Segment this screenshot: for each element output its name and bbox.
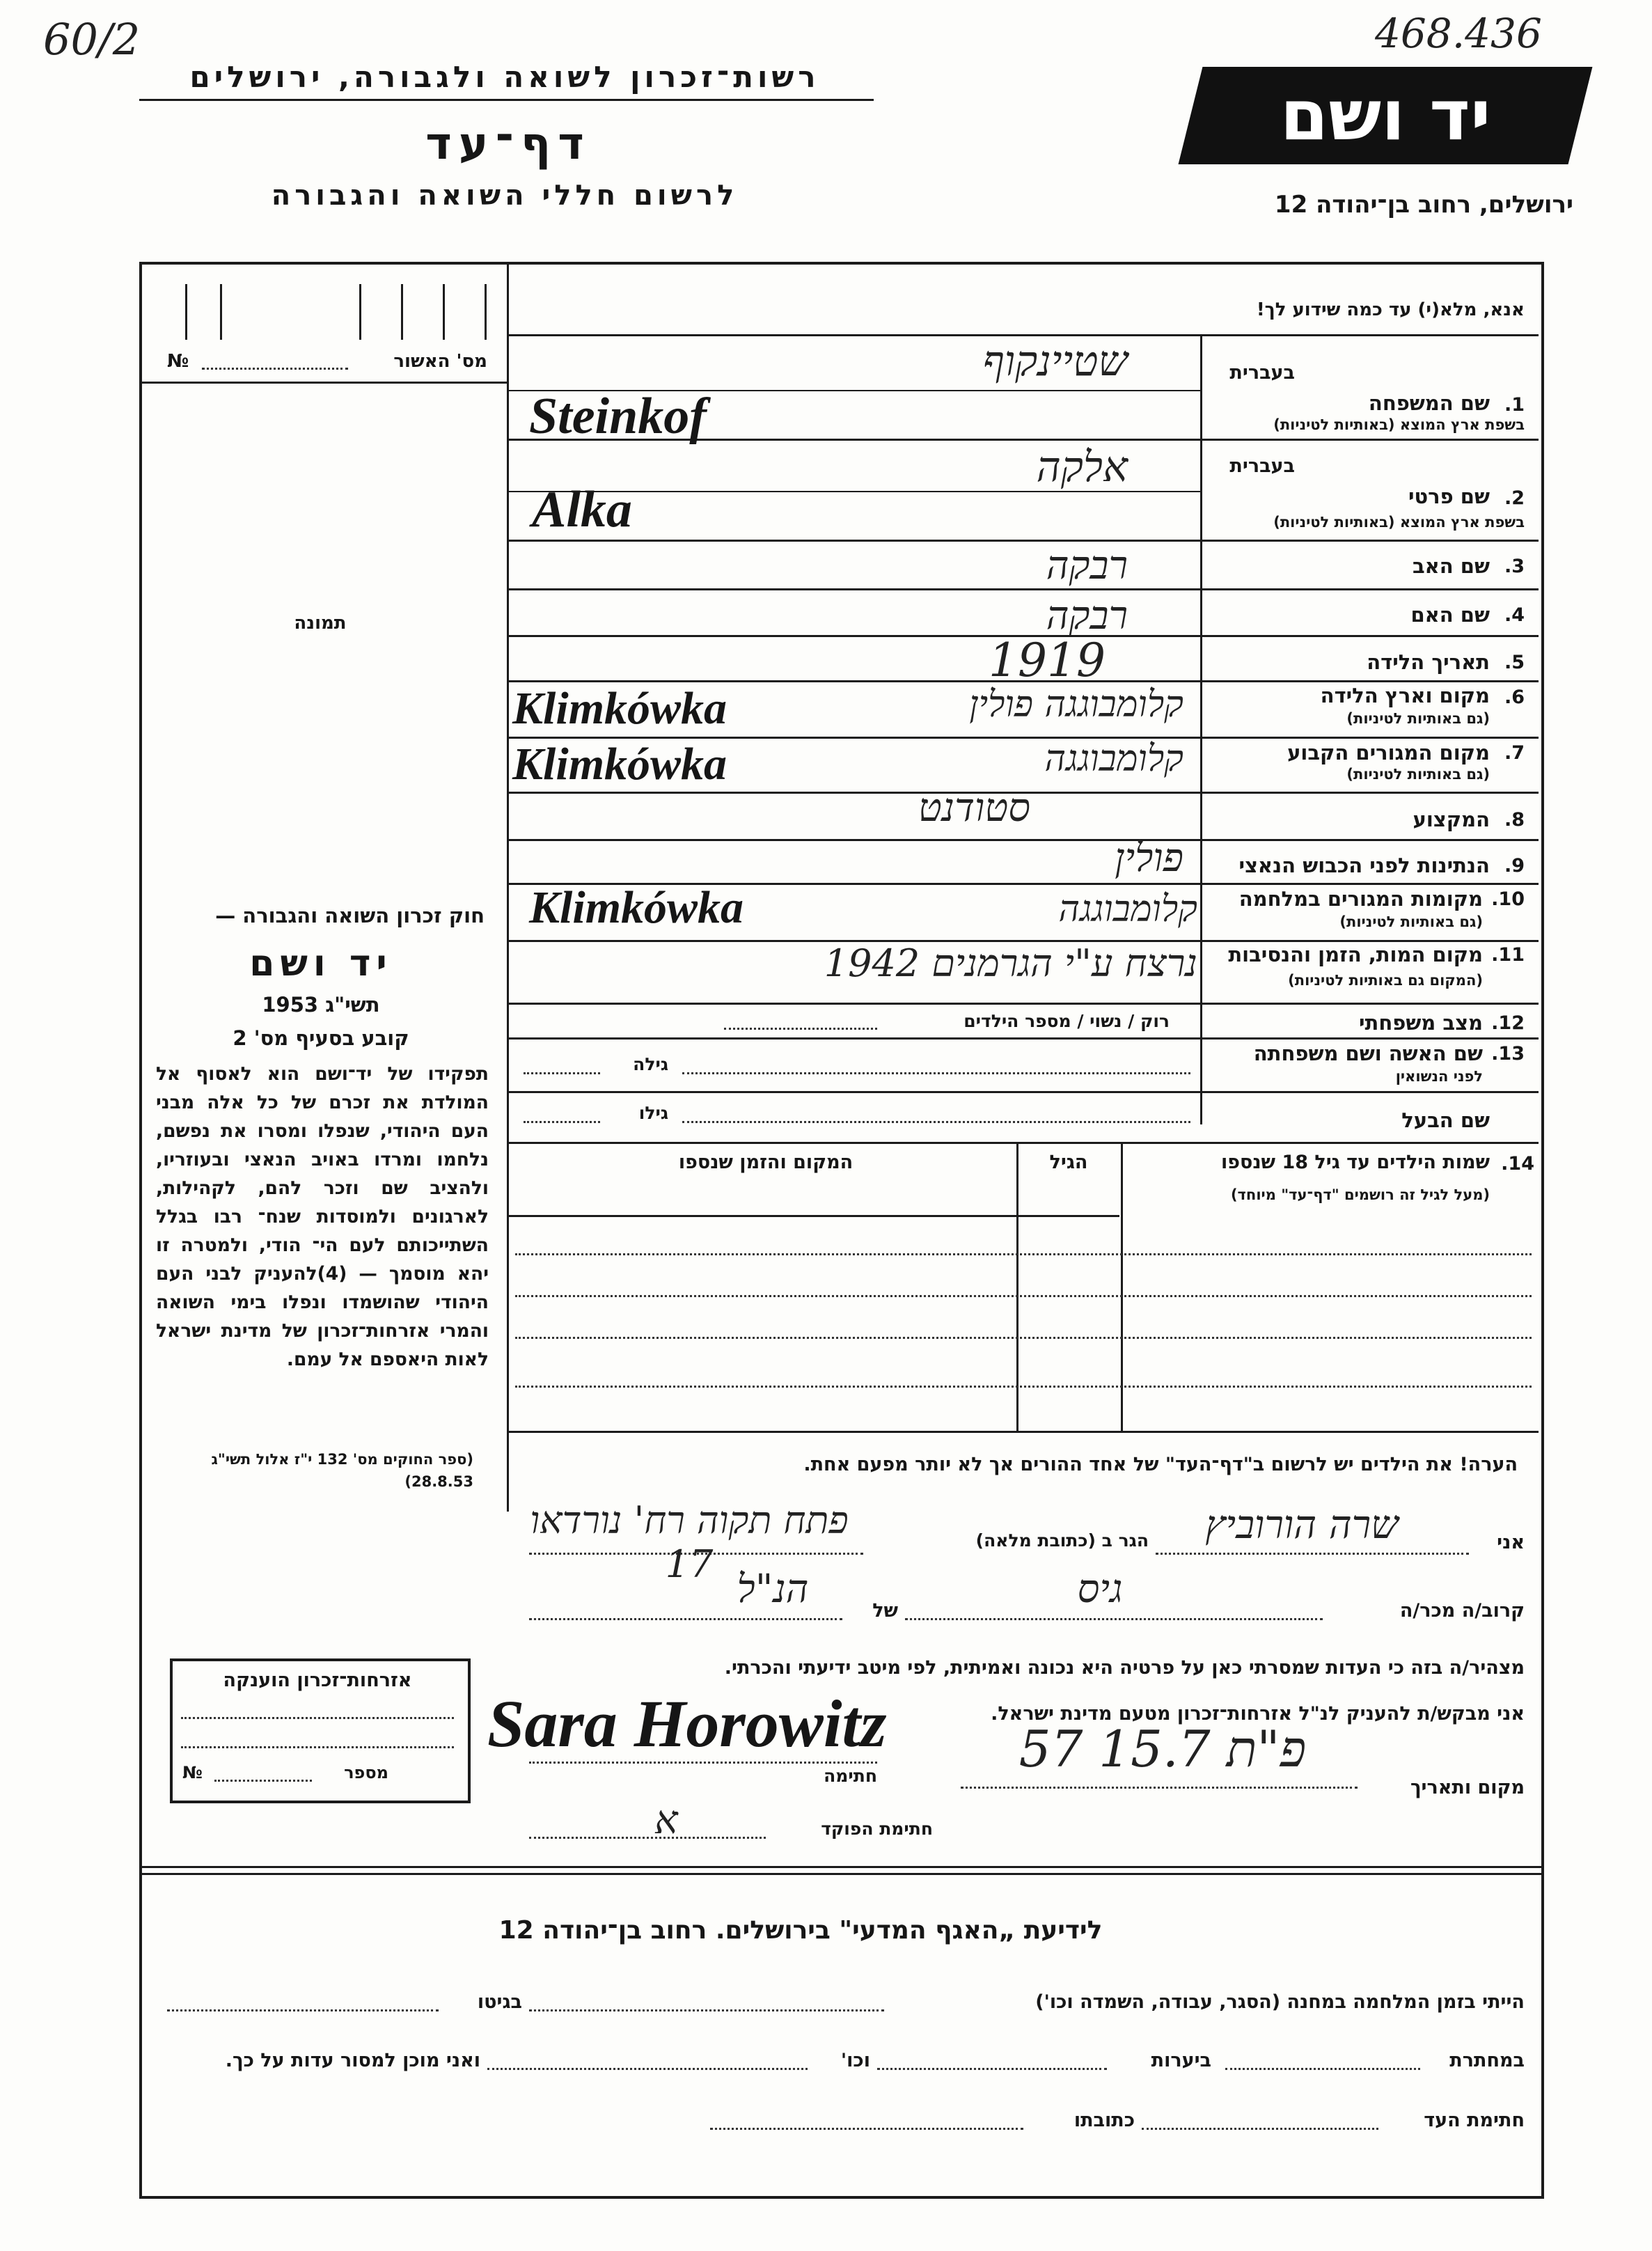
- officer-line: [529, 1837, 766, 1839]
- signature-label: חתימה: [824, 1766, 877, 1786]
- children-row[interactable]: [515, 1295, 1532, 1297]
- field-6-number: 6.: [1504, 687, 1525, 708]
- field-6-latin-value[interactable]: Klimkówka: [512, 683, 727, 734]
- note-top-line: [507, 1431, 1539, 1433]
- declaration-of-label: של: [872, 1600, 898, 1622]
- field-4-label: שם האם: [1410, 603, 1490, 627]
- signature-value[interactable]: Sara Horowitz: [487, 1686, 887, 1761]
- field-9-value[interactable]: פולין: [1115, 836, 1183, 881]
- field-6-value[interactable]: קלומבוגגה פולין: [969, 684, 1183, 726]
- field-10-latin-value[interactable]: Klimkówka: [529, 882, 744, 933]
- field-12-status-field[interactable]: [724, 1028, 877, 1030]
- law-section: קובע בסעיף מס' 2: [233, 1026, 409, 1050]
- field-3-label: שם האב: [1412, 554, 1490, 578]
- declaration-request: אני מבקש/ת להעניק לנ"ל אזרחות־זכרון מטעם מדינת ישראל.: [991, 1703, 1525, 1725]
- form-title: דף־עד: [425, 118, 591, 170]
- law-reference: (ספר החוקים מס' 132 י"ז אלול תשי"ג 28.8.53): [211, 1451, 473, 1490]
- stamp-grid: [164, 284, 507, 340]
- field-10-label: מקומות המגורים במלחמה: [1238, 887, 1483, 911]
- law-name: יד ושם: [249, 943, 393, 985]
- declaration-name-line: [1156, 1553, 1469, 1555]
- children-row[interactable]: [515, 1337, 1532, 1339]
- field-4-value[interactable]: רבקה: [1046, 593, 1128, 638]
- footer-forests-field[interactable]: [877, 2068, 1107, 2070]
- declaration-relative-of-value[interactable]: הנ"ל: [737, 1567, 809, 1612]
- row-sep: [507, 1037, 1539, 1040]
- children-label: שמות הילדים עד גיל 18 שנספו: [1220, 1152, 1490, 1173]
- field-5-label: תאריך הלידה: [1367, 650, 1490, 674]
- children-sub: (מעל לגיל זה רושמים "דף־עד" מיוחד): [1230, 1186, 1490, 1203]
- children-col-place: המקום והזמן שנספו: [678, 1152, 853, 1173]
- row-sep: [507, 588, 1539, 590]
- field-7-sub: (גם באותיות לטיניות): [1346, 766, 1490, 783]
- approval-label: מס' האשור: [393, 351, 487, 372]
- field-2-label: שם פרטי: [1408, 485, 1490, 508]
- field-13-sub: לפני הנשואין: [1395, 1068, 1483, 1085]
- authority-line: רשות־זכרון לשואה ולגבורה, ירושלים: [189, 60, 820, 94]
- footer-separator: [139, 1866, 1541, 1868]
- field-13-age-field[interactable]: [524, 1072, 600, 1074]
- archive-number: 468.436: [1375, 10, 1542, 57]
- approval-no-sign: №: [167, 351, 189, 372]
- citizenship-line: [181, 1717, 454, 1719]
- children-row[interactable]: [515, 1386, 1532, 1388]
- field-7-latin-value[interactable]: Klimkówka: [512, 739, 727, 790]
- children-col-age: הגיל: [1049, 1152, 1088, 1173]
- footer-line2-b: ביערות: [1151, 2050, 1211, 2071]
- footer-title: לידיעת „האגף המדעי" בירושלים. רחוב בן־יהודה 12: [498, 1916, 1103, 1945]
- field-2-sub: בשפת ארץ המוצא (באותיות לטיניות): [1273, 514, 1525, 531]
- note-text: הערה! את הילדים יש לרשום ב"דף־העד" של אחד ההורים אך לא יותר מפעם אחת.: [803, 1454, 1518, 1475]
- citizenship-line: [181, 1746, 454, 1748]
- footer-line2-c: וכו': [840, 2050, 870, 2071]
- place-date-line: [961, 1787, 1358, 1789]
- footer-witness-signature-field[interactable]: [1142, 2128, 1378, 2130]
- citizenship-number-label: מספר: [344, 1763, 388, 1782]
- declaration-statement: מצהיר/ה בזה כי העדות שמסרתי כאן על פרטיה היא נכונה ואמיתית, לפי מיטב ידיעתי והכרתי.: [724, 1657, 1525, 1679]
- footer-line1-b: בגיטו: [477, 1991, 522, 2013]
- officer-value[interactable]: א: [654, 1798, 678, 1843]
- footer-line2-d: ואני מוכן למסור עדות על כך.: [225, 2050, 480, 2071]
- field-7-number: 7.: [1504, 742, 1525, 764]
- left-panel-divider: [507, 262, 509, 1512]
- husband-age-label: גילו: [638, 1103, 668, 1123]
- row-sep: [507, 1142, 1539, 1144]
- field-8-number: 8.: [1504, 809, 1525, 831]
- field-8-value[interactable]: סטודנט: [918, 785, 1030, 831]
- law-year: תשי"ג 1953: [262, 993, 380, 1017]
- declaration-relative-value[interactable]: גיס: [1077, 1567, 1123, 1612]
- field-3-value[interactable]: רבקה: [1046, 543, 1128, 588]
- field-1-label: שם המשפחה: [1368, 391, 1490, 415]
- field-1-number: 1.: [1504, 394, 1525, 416]
- field-7-label: מקום המגורים הקבוע: [1287, 741, 1490, 764]
- footer-camp-field[interactable]: [529, 2009, 884, 2011]
- citizenship-number-field[interactable]: [214, 1780, 312, 1782]
- children-number: 14.: [1501, 1153, 1534, 1175]
- husband-name-field[interactable]: [682, 1121, 1190, 1123]
- officer-label: חתימת הפוקד: [821, 1819, 933, 1839]
- footer-etc-field[interactable]: [487, 2068, 808, 2070]
- declaration-i-label: אני: [1497, 1532, 1525, 1553]
- field-13-age-label: גילה: [633, 1054, 668, 1074]
- yad-vashem-logo: [1179, 67, 1593, 164]
- row-sep: [507, 1091, 1539, 1093]
- intro-line: [507, 334, 1539, 336]
- field-3-number: 3.: [1504, 556, 1525, 577]
- footer-witness-address-field[interactable]: [710, 2128, 1023, 2130]
- photo-label: תמונה: [294, 613, 347, 634]
- field-10-sub: (גם באותיות לטיניות): [1339, 913, 1483, 930]
- field-12-number: 12.: [1491, 1012, 1525, 1034]
- field-13-label: שם האשה ושם משפחתה: [1253, 1042, 1483, 1065]
- place-date-label: מקום ותאריך: [1410, 1777, 1525, 1798]
- field-9-label: הנתינות לפני הכבוש הנאצי: [1238, 854, 1490, 877]
- field-6-sub: (גם באותיות לטיניות): [1346, 710, 1490, 727]
- place-date-value[interactable]: פ"ת 15.7 57: [1018, 1720, 1307, 1778]
- field-11-label: מקום המות, הזמן והנסיבות: [1228, 943, 1483, 966]
- citizenship-box: [170, 1658, 471, 1803]
- footer-line3-a: חתימת העד: [1424, 2110, 1525, 2131]
- intro-text: אנא, מלא(י) עד כמה שידוע לך!: [1256, 299, 1525, 320]
- law-title: חוק זכרון השואה והגבורה —: [215, 904, 485, 927]
- row-sep: [507, 540, 1539, 542]
- citizenship-no-sign: №: [182, 1763, 203, 1782]
- children-row[interactable]: [515, 1253, 1532, 1255]
- field-13-number: 13.: [1491, 1043, 1525, 1065]
- declaration-relative-line: [905, 1618, 1323, 1620]
- approval-number-field[interactable]: [202, 368, 348, 370]
- field-10-value[interactable]: קלומבוגגה: [1058, 888, 1197, 930]
- field-9-number: 9.: [1504, 855, 1525, 877]
- field-12-status-options: רוק / נשוי / מספר הילדים: [963, 1011, 1170, 1031]
- field-6-label: מקום וארץ הלידה: [1320, 684, 1490, 707]
- declaration-address-value[interactable]: פתח תקוה רח' נורדאו 17: [530, 1498, 849, 1586]
- footer-line3-b: כתובתו: [1073, 2110, 1135, 2131]
- declaration-name-value[interactable]: שרה הורוביץ: [1205, 1503, 1399, 1548]
- field-13-name-field[interactable]: [682, 1072, 1190, 1074]
- field-2-number: 2.: [1504, 487, 1525, 509]
- photo-top-line: [139, 382, 508, 384]
- citizenship-title: אזרחות־זכרון הוענקה: [223, 1670, 412, 1691]
- address: ירושלים, רחוב בן־יהודה 12: [1274, 191, 1573, 219]
- field-2-latin-value[interactable]: Alka: [532, 481, 632, 538]
- footer-ghetto-field[interactable]: [167, 2009, 439, 2011]
- field-11-value[interactable]: נרצח ע"י הגרמנים 1942: [824, 941, 1197, 985]
- logo-text: יד ושם: [1280, 74, 1491, 156]
- declaration-resides-label: הגר ב (כתובת מלאה): [975, 1530, 1149, 1551]
- law-text: תפקידו של יד־ושם הוא לאסוף אל המולדת את זכרם של כל אלה מבני העם היהודי, שנפלו ומסרו את נפשם, נלחמו ומרדו באויב הנאצי ובעוזריו, ולהציב שם וזכר להם, לקהילות, לארגונים ולמוסדות שנח־ רבו בגלל השתייכותם לעם הי־ הודי, ולמטרה זו יהא מוסמך — (4)להעניק לבני העם היהודי שהושמדו ונפלו בימי השואה והמרי אזרחות־זכרון של מדינת ישראל לאות היאספם אל עמם.: [156, 1063, 489, 1370]
- row-sep: [507, 1003, 1539, 1005]
- husband-label: שם הבעל: [1401, 1108, 1490, 1132]
- field-8-label: המקצוע: [1413, 808, 1490, 831]
- field-5-number: 5.: [1504, 652, 1525, 673]
- footer-underground-field[interactable]: [1225, 2068, 1420, 2070]
- footer-line1-a: הייתי בזמן המלחמה במחנה (הסגר, עבודה, השמדה וכו'): [1035, 1991, 1525, 2013]
- declaration-relative-label: קרוב/ה מכר/ה: [1399, 1600, 1525, 1622]
- corner-mark: 60/2: [43, 14, 141, 65]
- photo-area[interactable]: [142, 384, 505, 872]
- footer-line2-a: במחתרת: [1449, 2050, 1525, 2071]
- husband-age-field[interactable]: [524, 1121, 600, 1123]
- field-11-sub: (המקום גם באותיות לטיניות): [1288, 972, 1483, 989]
- field-1-latin-value[interactable]: Steinkof: [529, 388, 707, 445]
- field-5-value[interactable]: 1919: [989, 634, 1106, 687]
- field-1-hebrew-value[interactable]: שטיינקוף: [982, 337, 1128, 386]
- field-1-hebrew-tag: בעברית: [1229, 362, 1295, 384]
- authority-underline: [139, 99, 874, 101]
- field-2-hebrew-value[interactable]: אלקה: [1036, 443, 1128, 492]
- form-subtitle: לרשום חללי השואה והגבורה: [271, 180, 739, 212]
- field-2-hebrew-tag: בעברית: [1229, 455, 1295, 477]
- field-10-number: 10.: [1491, 888, 1525, 910]
- field-12-label: מצב משפחתי: [1358, 1011, 1483, 1035]
- children-header-line: [507, 1215, 1119, 1217]
- label-column-divider: [1200, 334, 1202, 1124]
- declaration-of-line: [529, 1618, 842, 1620]
- field-1-sub: בשפת ארץ המוצא (באותיות לטיניות): [1273, 416, 1525, 433]
- field-4-number: 4.: [1504, 604, 1525, 626]
- footer-separator: [139, 1873, 1541, 1875]
- field-11-number: 11.: [1491, 944, 1525, 966]
- field-7-value[interactable]: קלומבוגגה: [1044, 738, 1183, 780]
